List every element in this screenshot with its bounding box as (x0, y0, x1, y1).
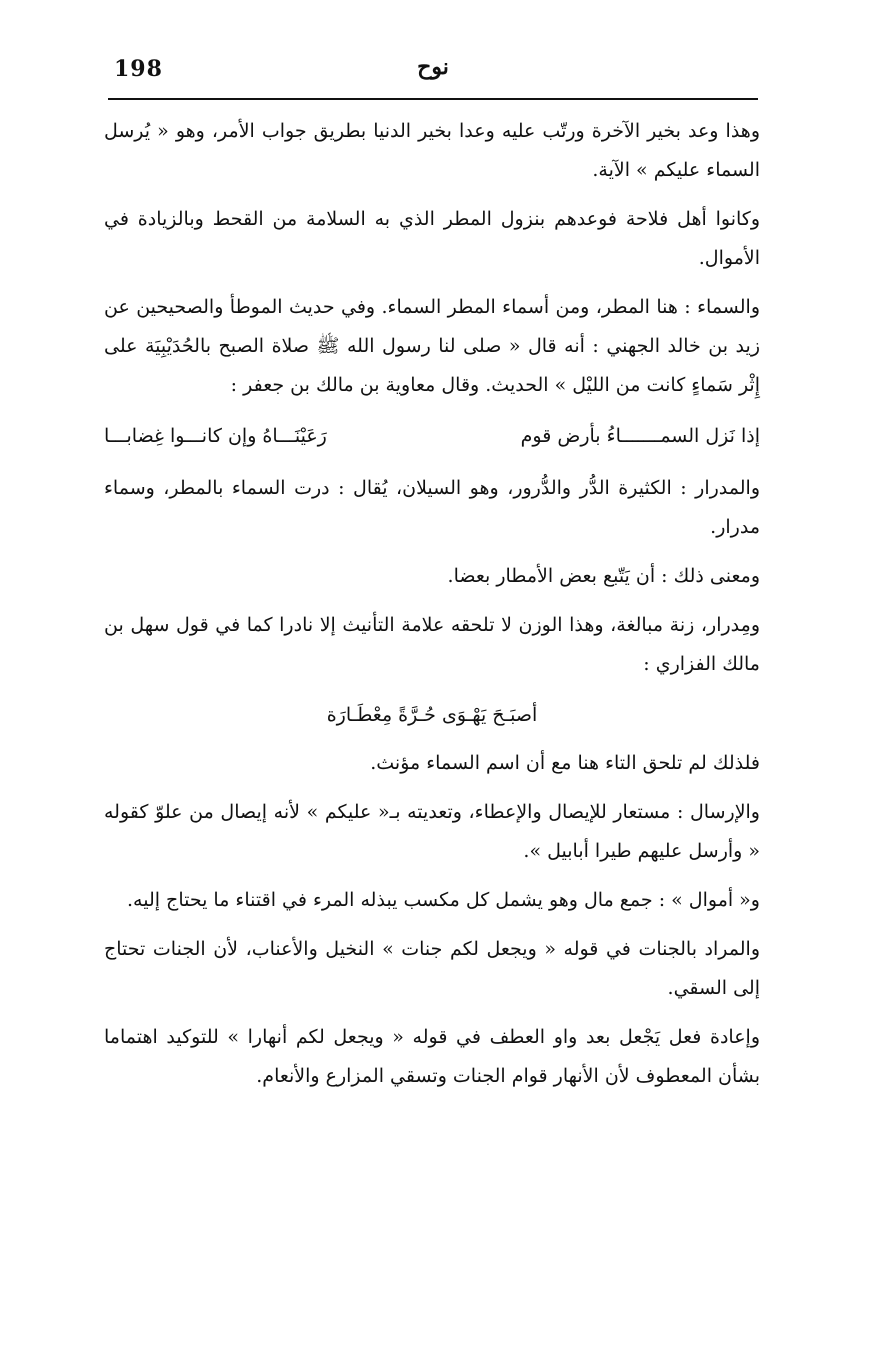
verse-1-second-hemistich: رَعَيْنَـــاهُ وإن كانـــوا غِضابـــا (104, 425, 327, 447)
paragraph-8: والإرسال : مستعار للإيصال والإعطاء، وتعديته بـ« عليكم » لأنه إيصال من علوّ كقوله « وأرسل عليهم طيرا أبابيل ». (104, 801, 760, 862)
paragraph-10: والمراد بالجنات في قوله « ويجعل لكم جنات » النخيل والأعناب، لأن الجنات تحتاج إلى السقي. (104, 938, 760, 999)
paragraph-6: ومِدرار، زنة مبالغة، وهذا الوزن لا تلحقه علامة التأنيث إلا نادرا كما في قول سهل بن مالك الفزاري : (104, 614, 760, 675)
paragraph-1: وهذا وعد بخير الآخرة ورتّب عليه وعدا بخير الدنيا بطريق جواب الأمر، وهو « يُرسل السماء عليكم » الآية. (104, 120, 760, 181)
body-text (104, 112, 760, 1106)
running-title: نوح (417, 54, 449, 80)
paragraph-7: فلذلك لم تلحق التاء هنا مع أن اسم السماء مؤنث. (370, 752, 760, 774)
paragraph-2: وكانوا أهل فلاحة فوعدهم بنزول المطر الذي به السلامة من القحط وبالزيادة في الأموال. (104, 208, 760, 269)
verse-1-first-hemistich: إذا نَزل السمـــــــاءُ بأرض قوم (520, 425, 760, 447)
page-number: 198 (114, 56, 163, 82)
paragraph-4: والمدرار : الكثيرة الدُّر والدُّرور، وهو السيلان، يُقال : درت السماء بالمطر، وسماء مدرار. (104, 477, 760, 538)
verse-1 (104, 415, 760, 457)
paragraph-11: وإعادة فعل يَجْعل بعد واو العطف في قوله « ويجعل لكم أنهارا » للتوكيد اهتماما بشأن المعطوف لأن الأنهار قوام الجنات وتسقي المزارع والأنعام. (104, 1026, 760, 1087)
verse-2: أصبَـحَ يَهْـوَى حُـرَّةً مِعْطَـارَة (326, 704, 538, 726)
paragraph-3: والسماء : هنا المطر، ومن أسماء المطر السماء. وفي حديث الموطأ والصحيحين عن زيد بن خالد الجهني : أنه قال « صلى لنا رسول الله ﷺ صلاة الصبح بالحُدَيْبِيَة على إِثْر سَماءٍ كانت من الليْل » الحديث. وقال معاوية بن مالك بن جعفر : (104, 296, 760, 396)
paragraph-5: ومعنى ذلك : أن يَتّبع بعض الأمطار بعضا. (447, 565, 760, 587)
paragraph-9: و« أموال » : جمع مال وهو يشمل كل مكسب يبذله المرء في اقتناء ما يحتاج إليه. (126, 889, 760, 911)
page-header (108, 52, 758, 92)
header-rule (108, 98, 758, 100)
